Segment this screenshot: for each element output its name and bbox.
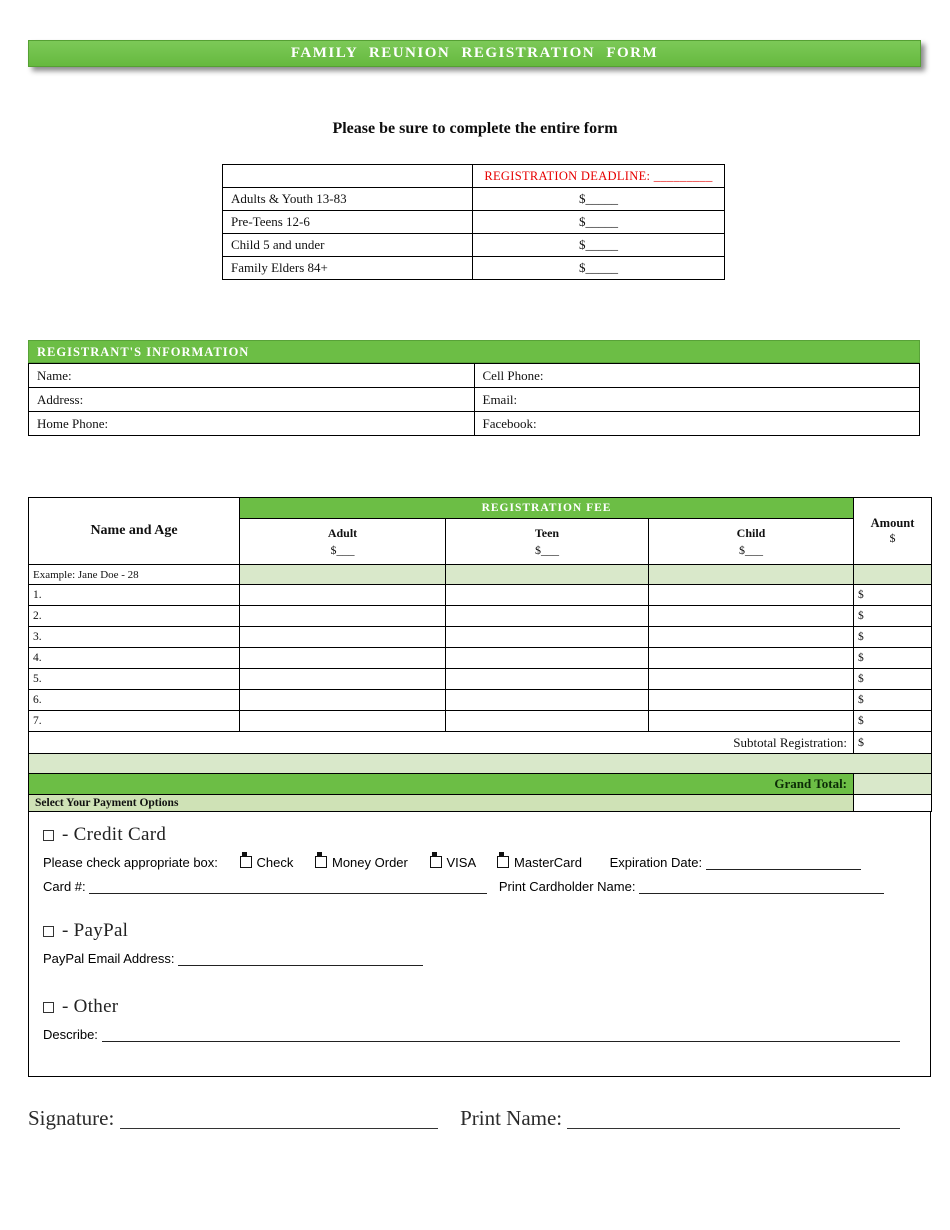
table-row <box>29 565 932 585</box>
table-row <box>223 211 725 234</box>
fee-input-cell[interactable] <box>649 690 854 711</box>
form-title-banner <box>28 40 921 67</box>
payment-options-box <box>28 812 931 1077</box>
teen-column-header <box>446 519 649 565</box>
table-row <box>29 648 932 669</box>
mastercard-label: MasterCard <box>514 855 582 870</box>
fee-input-cell[interactable] <box>446 711 649 732</box>
attendee-name-cell-5[interactable]: 5. <box>29 669 240 690</box>
table-row <box>29 412 920 436</box>
pricing-label-elders: Family Elders 84+ <box>223 257 473 280</box>
other-label: - Other <box>62 996 119 1017</box>
pricing-table <box>222 164 725 280</box>
fee-input-cell[interactable] <box>446 669 649 690</box>
amount-cell-6[interactable]: $ <box>854 690 932 711</box>
describe-line <box>43 1027 916 1042</box>
pricing-amount-adults[interactable]: $_____ <box>473 188 725 211</box>
attendee-name-cell-2[interactable]: 2. <box>29 606 240 627</box>
pricing-amount-preteens[interactable]: $_____ <box>473 211 725 234</box>
other-option <box>43 996 916 1018</box>
amount-cell-1[interactable]: $ <box>854 585 932 606</box>
pricing-label-child: Child 5 and under <box>223 234 473 257</box>
registration-fee-table <box>28 497 932 812</box>
visa-label: VISA <box>446 855 476 870</box>
fee-input-cell[interactable] <box>649 606 854 627</box>
address-field[interactable]: Address: <box>29 388 475 412</box>
adult-fee-blank[interactable]: $___ <box>330 542 355 557</box>
fee-input-cell[interactable] <box>446 627 649 648</box>
mastercard-option <box>497 855 582 870</box>
adult-label: Adult <box>327 525 358 540</box>
payment-options-amount-cell <box>854 795 932 812</box>
example-teen-cell <box>446 565 649 585</box>
child-fee-blank[interactable]: $___ <box>739 542 763 557</box>
credit-card-option <box>43 824 916 846</box>
table-row <box>29 388 920 412</box>
money-order-label: Money Order <box>332 855 408 870</box>
form-title: FAMILY REUNION REGISTRATION FORM <box>290 45 659 61</box>
fee-section <box>28 497 931 1077</box>
pricing-amount-elders[interactable]: $_____ <box>473 257 725 280</box>
check-checkbox[interactable] <box>240 856 252 868</box>
card-number-blank[interactable] <box>89 881 487 894</box>
subtotal-amount-cell[interactable]: $ <box>854 732 932 754</box>
table-row <box>29 498 932 519</box>
attendee-name-cell-3[interactable]: 3. <box>29 627 240 648</box>
visa-option <box>430 855 476 870</box>
registration-fee-header: REGISTRATION FEE <box>240 498 854 519</box>
spacer-row <box>29 754 932 774</box>
fee-input-cell[interactable] <box>446 648 649 669</box>
signature-row <box>28 1106 925 1131</box>
child-label: Child <box>736 525 766 540</box>
intro-text: Please be sure to complete the entire form <box>332 120 618 137</box>
fee-input-cell[interactable] <box>240 690 446 711</box>
fee-input-cell[interactable] <box>649 627 854 648</box>
fee-input-cell[interactable] <box>649 669 854 690</box>
amount-cell-4[interactable]: $ <box>854 648 932 669</box>
visa-checkbox[interactable] <box>430 856 442 868</box>
example-adult-cell <box>240 565 446 585</box>
mastercard-checkbox[interactable] <box>497 856 509 868</box>
cell-phone-field[interactable]: Cell Phone: <box>474 364 920 388</box>
describe-blank[interactable] <box>102 1029 900 1042</box>
fee-input-cell[interactable] <box>240 627 446 648</box>
money-order-checkbox[interactable] <box>315 856 327 868</box>
attendee-name-cell-4[interactable]: 4. <box>29 648 240 669</box>
subtotal-label: Subtotal Registration: <box>29 732 854 754</box>
paypal-option <box>43 920 916 942</box>
pricing-empty-cell <box>223 165 473 188</box>
check-option <box>240 855 294 870</box>
table-row <box>29 669 932 690</box>
table-row <box>29 585 932 606</box>
home-phone-field[interactable]: Home Phone: <box>29 412 475 436</box>
fee-input-cell[interactable] <box>649 585 854 606</box>
fee-input-cell[interactable] <box>240 585 446 606</box>
grand-total-amount-cell[interactable] <box>854 774 932 795</box>
print-name-label: Print Name: <box>460 1106 563 1130</box>
fee-input-cell[interactable] <box>649 648 854 669</box>
table-row <box>29 627 932 648</box>
card-number-label: Card #: <box>43 879 86 894</box>
amount-header-label: Amount <box>870 516 915 530</box>
fee-input-cell[interactable] <box>446 585 649 606</box>
fee-input-cell[interactable] <box>240 711 446 732</box>
credit-card-checkbox[interactable] <box>43 830 54 841</box>
table-row <box>29 795 932 812</box>
signature-label: Signature: <box>28 1106 115 1130</box>
table-row <box>29 690 932 711</box>
paypal-email-blank[interactable] <box>178 953 423 966</box>
paypal-checkbox[interactable] <box>43 926 54 937</box>
other-checkbox[interactable] <box>43 1002 54 1013</box>
grand-total-label: Grand Total: <box>29 774 854 795</box>
registrant-section <box>28 340 920 436</box>
table-row <box>223 165 725 188</box>
pricing-label-adults: Adults & Youth 13-83 <box>223 188 473 211</box>
paypal-label: - PayPal <box>62 920 129 941</box>
fee-input-cell[interactable] <box>649 711 854 732</box>
fee-input-cell[interactable] <box>240 669 446 690</box>
pricing-amount-child[interactable]: $_____ <box>473 234 725 257</box>
facebook-field[interactable]: Facebook: <box>474 412 920 436</box>
expiration-date-blank[interactable] <box>706 857 861 870</box>
example-amount-cell <box>854 565 932 585</box>
table-row <box>29 774 932 795</box>
credit-card-label: - Credit Card <box>62 824 167 845</box>
email-field[interactable]: Email: <box>474 388 920 412</box>
attendee-name-cell-1[interactable]: 1. <box>29 585 240 606</box>
teen-fee-blank[interactable]: $___ <box>535 542 559 557</box>
check-label: Check <box>256 855 294 870</box>
amount-cell-7[interactable]: $ <box>854 711 932 732</box>
table-row <box>223 257 725 280</box>
example-row-label: Example: Jane Doe - 28 <box>29 565 240 585</box>
describe-label: Describe: <box>43 1027 98 1042</box>
table-row <box>29 606 932 627</box>
amount-cell-5[interactable]: $ <box>854 669 932 690</box>
fee-input-cell[interactable] <box>446 690 649 711</box>
table-row <box>29 711 932 732</box>
expiration-date-label: Expiration Date: <box>609 855 703 870</box>
table-row <box>223 188 725 211</box>
amount-unit-label: $ <box>889 531 896 545</box>
table-row <box>29 754 932 774</box>
name-field[interactable]: Name: <box>29 364 475 388</box>
cardholder-name-blank[interactable] <box>639 881 884 894</box>
fee-input-cell[interactable] <box>240 648 446 669</box>
table-row <box>29 732 932 754</box>
money-order-option <box>315 855 408 870</box>
fee-input-cell[interactable] <box>446 606 649 627</box>
print-name-blank[interactable] <box>567 1111 900 1129</box>
table-row <box>223 234 725 257</box>
name-and-age-header: Name and Age <box>29 498 240 565</box>
fee-input-cell[interactable] <box>240 606 446 627</box>
payment-options-header: Select Your Payment Options <box>29 795 854 812</box>
card-type-instruction: Please check appropriate box: <box>43 855 218 870</box>
teen-label: Teen <box>534 525 560 540</box>
registration-deadline-field[interactable]: REGISTRATION DEADLINE: _________ <box>473 165 725 188</box>
table-row <box>29 364 920 388</box>
amount-cell-3[interactable]: $ <box>854 627 932 648</box>
paypal-email-line <box>43 951 916 966</box>
card-type-line <box>43 855 916 870</box>
amount-cell-2[interactable]: $ <box>854 606 932 627</box>
child-column-header <box>649 519 854 565</box>
attendee-name-cell-6[interactable]: 6. <box>29 690 240 711</box>
signature-blank[interactable] <box>120 1111 438 1129</box>
adult-column-header <box>240 519 446 565</box>
pricing-label-preteens: Pre-Teens 12-6 <box>223 211 473 234</box>
registrant-table <box>28 363 920 436</box>
cardholder-name-label: Print Cardholder Name: <box>498 879 636 894</box>
registrant-section-header: REGISTRANT'S INFORMATION <box>28 340 920 363</box>
paypal-email-label: PayPal Email Address: <box>43 951 175 966</box>
amount-header <box>854 498 932 565</box>
example-child-cell <box>649 565 854 585</box>
attendee-name-cell-7[interactable]: 7. <box>29 711 240 732</box>
card-number-line <box>43 879 916 894</box>
